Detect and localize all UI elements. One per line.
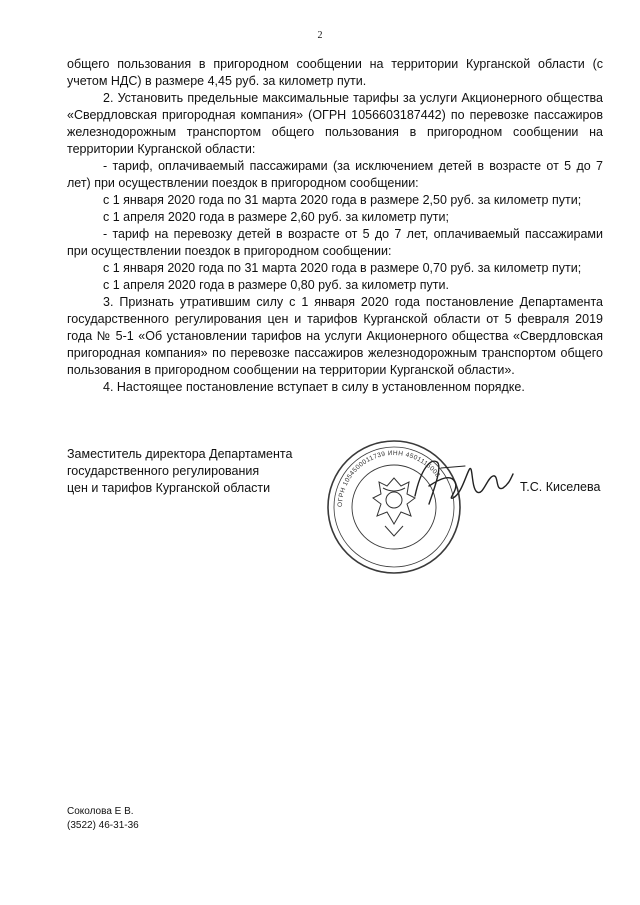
paragraph-item-2: 2. Установить предельные максимальные тарифы за услуги Акционерного общества «Свердловская пригородная компания» (ОГРН 1056603187442) по перевозке пассажиров железнодорожным транспортом общего пользования в пригородном сообщении на территории Курганской области: (67, 91, 603, 156)
paragraph-continuation: общего пользования в пригородном сообщении на территории Курганской области (с учетом НДС) в размере 4,45 руб. за километр пути. (67, 57, 603, 88)
paragraph-tariff-children: - тариф на перевозку детей в возрасте от 5 до 7 лет, оплачиваемый пассажирами при осуществлении поездок в пригородном сообщении: (67, 227, 603, 258)
signature-block (67, 446, 603, 586)
executor-phone: (3522) 46-31-36 (67, 820, 139, 831)
paragraph-tariff-adult: - тариф, оплачиваемый пассажирами (за исключением детей в возрасте от 5 до 7 лет) при осуществлении поездок в пригородном сообщении: (67, 159, 603, 190)
paragraph-tariff-children-q1: с 1 января 2020 года по 31 марта 2020 года в размере 0,70 руб. за километр пути; (103, 261, 582, 275)
handwritten-signature-icon (407, 448, 517, 520)
signer-title-line: Заместитель директора Департамента (67, 447, 293, 461)
signer-name: Т.С. Киселева (520, 480, 601, 494)
executor-contact (67, 805, 139, 833)
paragraph-tariff-adult-april: с 1 апреля 2020 года в размере 2,60 руб. за километр пути; (103, 210, 449, 224)
signer-title-line: цен и тарифов Курганской области (67, 481, 271, 495)
page-number: 2 (317, 30, 323, 41)
paragraph-tariff-adult-q1: с 1 января 2020 года по 31 марта 2020 года в размере 2,50 руб. за километр пути; (103, 193, 582, 207)
paragraph-item-3: 3. Признать утратившим силу с 1 января 2020 года постановление Департамента государственного регулирования цен и тарифов Курганской области от 5 февраля 2019 года № 5-1 «Об установлении тарифов на услуги Акционерного общества «Свердловская пригородная компания» по перевозке пассажиров железнодорожным транспортом общего пользования в пригородном сообщении на территории Курганской области». (67, 295, 603, 377)
signer-title-line: государственного регулирования (67, 464, 260, 478)
document-body (67, 56, 603, 396)
paragraph-item-4: 4. Настоящее постановление вступает в силу в установленном порядке. (103, 380, 525, 394)
signer-title (67, 446, 292, 497)
paragraph-tariff-children-april: с 1 апреля 2020 года в размере 0,80 руб. за километр пути. (103, 278, 449, 292)
executor-name: Соколова Е В. (67, 806, 134, 817)
seal-text: ОГРН 1054500011739 ИНН 4501115008 (336, 449, 442, 508)
